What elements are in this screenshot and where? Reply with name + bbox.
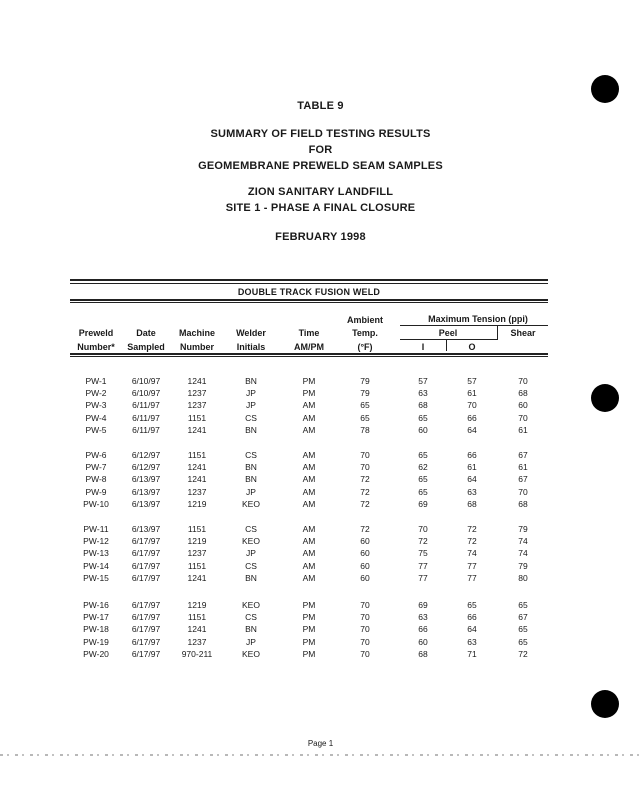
cell-preweld: PW-3 xyxy=(85,400,107,411)
cell-shear: 65 xyxy=(518,624,528,635)
cell-peel-i: 69 xyxy=(418,498,428,509)
header-machine-2: Number xyxy=(179,342,214,352)
cell-ambient: 79 xyxy=(360,376,370,386)
header-date-1: Date xyxy=(136,328,156,338)
cell-machine: 1219 xyxy=(187,498,207,509)
cell-peel-o: 57 xyxy=(467,376,477,386)
cell-time: PM xyxy=(302,636,316,647)
cell-date: 6/17/97 xyxy=(131,600,161,610)
cell-peel-o: 64 xyxy=(467,424,477,435)
cell-welder: JP xyxy=(246,486,256,497)
cell-machine: 1241 xyxy=(187,474,207,485)
cell-date: 6/17/97 xyxy=(131,548,161,559)
cell-shear: 61 xyxy=(518,462,528,473)
cell-peel-i: 77 xyxy=(418,572,428,583)
header-ambient-2: Temp. xyxy=(352,328,378,338)
cell-welder: CS xyxy=(245,560,257,571)
header-time-1: Time xyxy=(298,328,320,338)
cell-ambient: 70 xyxy=(360,624,370,635)
punch-hole-bottom xyxy=(591,690,619,718)
cell-ambient: 70 xyxy=(360,450,370,460)
cell-ambient: 79 xyxy=(360,388,370,399)
cell-peel-o: 66 xyxy=(467,450,477,460)
cell-preweld: PW-16 xyxy=(83,600,109,610)
title-line-3: GEOMEMBRANE PREWELD SEAM SAMPLES xyxy=(198,160,443,172)
section-rule-2 xyxy=(70,302,548,303)
cell-peel-o: 64 xyxy=(467,624,477,635)
cell-time: AM xyxy=(302,536,316,547)
cell-time: PM xyxy=(302,624,316,635)
cell-machine: 1241 xyxy=(187,462,207,473)
cell-welder: JP xyxy=(246,636,256,647)
cell-shear: 74 xyxy=(518,548,528,559)
cell-preweld: PW-18 xyxy=(83,624,109,635)
cell-date: 6/10/97 xyxy=(131,388,161,399)
cell-time: PM xyxy=(302,648,316,659)
title-line-1: SUMMARY OF FIELD TESTING RESULTS xyxy=(210,128,431,140)
cell-preweld: PW-11 xyxy=(83,524,109,534)
cell-peel-i: 63 xyxy=(418,388,428,399)
punch-hole-middle xyxy=(591,384,619,412)
cell-time: AM xyxy=(302,548,316,559)
report-date: FEBRUARY 1998 xyxy=(275,231,366,243)
cell-peel-i: 65 xyxy=(418,486,428,497)
cell-peel-i: 72 xyxy=(418,536,428,547)
cell-welder: CS xyxy=(245,450,257,460)
cell-shear: 67 xyxy=(518,612,528,623)
cell-time: AM xyxy=(302,524,316,534)
cell-date: 6/17/97 xyxy=(131,636,161,647)
cell-shear: 65 xyxy=(518,636,528,647)
cell-machine: 1237 xyxy=(187,636,207,647)
cell-welder: KEO xyxy=(242,536,260,547)
cell-welder: BN xyxy=(245,424,257,435)
cell-peel-i: 65 xyxy=(418,412,428,423)
cell-peel-o: 61 xyxy=(467,462,477,473)
cell-date: 6/17/97 xyxy=(131,536,161,547)
cell-welder: CS xyxy=(245,412,257,423)
cell-peel-o: 66 xyxy=(467,612,477,623)
cell-peel-o: 61 xyxy=(467,388,477,399)
header-preweld-1: Preweld xyxy=(78,328,114,338)
cell-time: AM xyxy=(302,424,316,435)
header-welder-1: Welder xyxy=(236,328,266,338)
cell-date: 6/17/97 xyxy=(131,560,161,571)
cell-machine: 1241 xyxy=(187,624,207,635)
cell-shear: 61 xyxy=(518,424,528,435)
cell-preweld: PW-2 xyxy=(85,388,107,399)
cell-welder: BN xyxy=(245,376,257,386)
cell-machine: 1237 xyxy=(187,548,207,559)
cell-welder: JP xyxy=(246,548,256,559)
cell-ambient: 70 xyxy=(360,648,370,659)
cell-peel-o: 77 xyxy=(467,560,477,571)
cell-shear: 60 xyxy=(518,400,528,411)
cell-peel-o: 66 xyxy=(467,412,477,423)
tension-underline xyxy=(400,325,548,326)
header-date-2: Sampled xyxy=(127,342,165,352)
cell-time: AM xyxy=(302,412,316,423)
cell-date: 6/11/97 xyxy=(132,400,160,411)
cell-peel-i: 77 xyxy=(418,560,428,571)
cell-shear: 68 xyxy=(518,498,528,509)
cell-welder: KEO xyxy=(242,648,260,659)
cell-peel-i: 68 xyxy=(418,400,428,411)
cell-shear: 68 xyxy=(518,388,528,399)
header-ambient-1: Ambient xyxy=(347,315,383,325)
cell-machine: 1219 xyxy=(187,600,207,610)
cell-peel-o: 74 xyxy=(467,548,477,559)
cell-shear: 74 xyxy=(518,536,528,547)
cell-welder: CS xyxy=(245,524,257,534)
cell-welder: BN xyxy=(245,572,257,583)
cell-time: PM xyxy=(302,376,316,386)
cell-time: AM xyxy=(302,498,316,509)
shear-divider xyxy=(497,325,498,339)
cell-date: 6/11/97 xyxy=(132,412,160,423)
cell-ambient: 72 xyxy=(360,474,370,485)
header-time-2: AM/PM xyxy=(294,342,324,352)
peel-underline xyxy=(400,339,498,340)
cell-date: 6/12/97 xyxy=(131,450,161,460)
cell-shear: 79 xyxy=(518,524,528,534)
section-label: DOUBLE TRACK FUSION WELD xyxy=(237,287,381,297)
cell-peel-o: 65 xyxy=(467,600,477,610)
cell-time: AM xyxy=(302,474,316,485)
cell-preweld: PW-19 xyxy=(83,636,109,647)
header-shear: Shear xyxy=(510,328,536,338)
cell-ambient: 78 xyxy=(360,424,370,435)
cell-date: 6/17/97 xyxy=(131,572,161,583)
cell-preweld: PW-9 xyxy=(85,486,107,497)
cell-peel-i: 70 xyxy=(418,524,428,534)
header-peel-o: O xyxy=(468,342,476,352)
cell-machine: 1151 xyxy=(187,524,207,534)
cell-ambient: 65 xyxy=(360,412,370,423)
cell-welder: BN xyxy=(245,624,257,635)
cell-peel-i: 65 xyxy=(418,474,428,485)
header-peel: Peel xyxy=(438,328,458,338)
cell-preweld: PW-10 xyxy=(83,498,109,509)
cell-welder: BN xyxy=(245,474,257,485)
cell-preweld: PW-1 xyxy=(85,376,107,386)
scan-noise xyxy=(0,754,641,756)
cell-ambient: 72 xyxy=(360,524,370,534)
cell-ambient: 65 xyxy=(360,400,370,411)
cell-peel-i: 57 xyxy=(418,376,428,386)
punch-hole-top xyxy=(591,75,619,103)
top-rule-2 xyxy=(70,283,548,284)
cell-peel-i: 65 xyxy=(418,450,428,460)
header-rule-1 xyxy=(70,353,548,355)
cell-ambient: 70 xyxy=(360,462,370,473)
cell-welder: BN xyxy=(245,462,257,473)
cell-welder: JP xyxy=(246,388,256,399)
cell-machine: 1151 xyxy=(187,412,207,423)
cell-date: 6/12/97 xyxy=(131,462,161,473)
cell-preweld: PW-6 xyxy=(85,450,107,460)
cell-ambient: 72 xyxy=(360,486,370,497)
cell-ambient: 70 xyxy=(360,636,370,647)
cell-ambient: 60 xyxy=(360,548,370,559)
cell-preweld: PW-4 xyxy=(85,412,107,423)
header-preweld-2: Number* xyxy=(77,342,115,352)
cell-preweld: PW-14 xyxy=(83,560,109,571)
cell-shear: 67 xyxy=(518,450,528,460)
cell-date: 6/11/97 xyxy=(132,424,160,435)
cell-date: 6/13/97 xyxy=(131,524,161,534)
cell-ambient: 72 xyxy=(360,498,370,509)
cell-machine: 1237 xyxy=(187,486,207,497)
cell-shear: 72 xyxy=(518,648,528,659)
cell-preweld: PW-17 xyxy=(83,612,109,623)
cell-welder: JP xyxy=(246,400,256,411)
cell-preweld: PW-7 xyxy=(85,462,107,473)
cell-peel-i: 60 xyxy=(418,424,428,435)
cell-peel-i: 66 xyxy=(418,624,428,635)
cell-ambient: 60 xyxy=(360,536,370,547)
cell-date: 6/17/97 xyxy=(131,648,161,659)
cell-machine: 1219 xyxy=(187,536,207,547)
cell-machine: 1237 xyxy=(187,400,207,411)
cell-ambient: 70 xyxy=(360,600,370,610)
cell-machine: 1241 xyxy=(187,424,207,435)
title-line-2: FOR xyxy=(308,144,333,156)
cell-peel-o: 72 xyxy=(467,536,477,547)
cell-time: AM xyxy=(302,572,316,583)
cell-time: AM xyxy=(302,560,316,571)
cell-peel-i: 60 xyxy=(418,636,428,647)
cell-welder: KEO xyxy=(242,600,260,610)
cell-peel-o: 70 xyxy=(467,400,477,411)
cell-machine: 1237 xyxy=(187,388,207,399)
cell-preweld: PW-12 xyxy=(83,536,109,547)
cell-machine: 1151 xyxy=(187,612,207,623)
cell-preweld: PW-20 xyxy=(83,648,109,659)
cell-date: 6/17/97 xyxy=(131,612,161,623)
cell-peel-o: 77 xyxy=(467,572,477,583)
cell-peel-o: 64 xyxy=(467,474,477,485)
cell-preweld: PW-8 xyxy=(85,474,107,485)
cell-machine: 1241 xyxy=(187,572,207,583)
header-max-tension: Maximum Tension (ppi) xyxy=(428,314,528,324)
cell-date: 6/13/97 xyxy=(131,498,161,509)
cell-shear: 70 xyxy=(518,412,528,423)
title-line-5: SITE 1 - PHASE A FINAL CLOSURE xyxy=(225,202,416,214)
cell-welder: CS xyxy=(245,612,257,623)
cell-peel-o: 68 xyxy=(467,498,477,509)
header-rule-2 xyxy=(70,356,548,357)
cell-peel-o: 63 xyxy=(467,636,477,647)
cell-peel-i: 63 xyxy=(418,612,428,623)
cell-peel-i: 62 xyxy=(418,462,428,473)
table-number: TABLE 9 xyxy=(297,100,344,112)
cell-time: AM xyxy=(302,450,316,460)
cell-ambient: 60 xyxy=(360,560,370,571)
cell-time: AM xyxy=(302,462,316,473)
section-rule-1 xyxy=(70,299,548,301)
cell-welder: KEO xyxy=(242,498,260,509)
cell-machine: 1151 xyxy=(187,450,207,460)
cell-time: AM xyxy=(302,486,316,497)
cell-shear: 67 xyxy=(518,474,528,485)
cell-shear: 70 xyxy=(518,376,528,386)
cell-date: 6/17/97 xyxy=(131,624,161,635)
cell-date: 6/13/97 xyxy=(131,486,161,497)
cell-time: PM xyxy=(302,612,316,623)
cell-machine: 1151 xyxy=(187,560,207,571)
title-line-4: ZION SANITARY LANDFILL xyxy=(247,186,394,198)
cell-time: PM xyxy=(302,600,316,610)
cell-preweld: PW-13 xyxy=(83,548,109,559)
cell-preweld: PW-15 xyxy=(83,572,109,583)
cell-shear: 65 xyxy=(518,600,528,610)
cell-peel-i: 69 xyxy=(418,600,428,610)
page-number: Page 1 xyxy=(307,739,334,748)
cell-time: AM xyxy=(302,400,316,411)
cell-shear: 70 xyxy=(518,486,528,497)
cell-shear: 80 xyxy=(518,572,528,583)
cell-ambient: 70 xyxy=(360,612,370,623)
cell-date: 6/10/97 xyxy=(131,376,161,386)
cell-peel-i: 75 xyxy=(418,548,428,559)
cell-time: PM xyxy=(302,388,316,399)
header-welder-2: Initials xyxy=(236,342,266,352)
header-machine-1: Machine xyxy=(178,328,215,338)
cell-peel-i: 68 xyxy=(418,648,428,659)
top-rule-1 xyxy=(70,279,548,281)
cell-machine: 1241 xyxy=(187,376,207,386)
cell-date: 6/13/97 xyxy=(131,474,161,485)
header-peel-i: I xyxy=(421,342,425,352)
cell-shear: 79 xyxy=(518,560,528,571)
cell-peel-o: 71 xyxy=(467,648,477,659)
cell-ambient: 60 xyxy=(360,572,370,583)
cell-peel-o: 63 xyxy=(467,486,477,497)
cell-machine: 970-211 xyxy=(181,648,213,659)
cell-preweld: PW-5 xyxy=(85,424,107,435)
cell-peel-o: 72 xyxy=(467,524,477,534)
header-ambient-3: (°F) xyxy=(357,342,373,352)
